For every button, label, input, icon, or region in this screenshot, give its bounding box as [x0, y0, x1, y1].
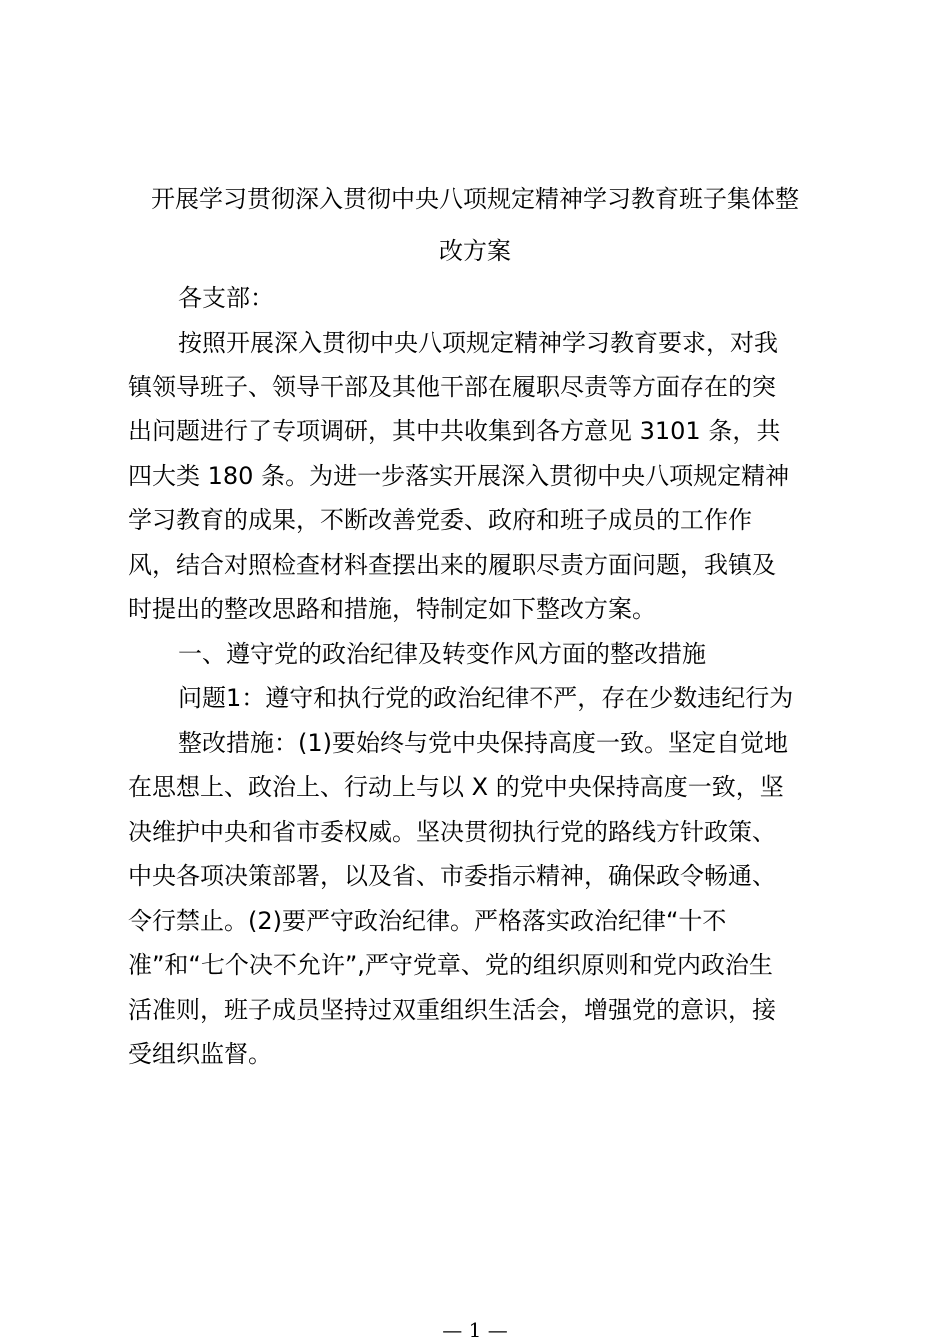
measures-line: 受组织监督。 — [128, 1040, 272, 1068]
paragraph-line: 学习教育的成果，不断改善党委、政府和班子成员的工作作 — [128, 506, 752, 534]
page-number: — 1 — — [442, 1318, 508, 1342]
problem-line: 问题1：遵守和执行党的政治纪律不严，存在少数违纪行为 — [178, 684, 794, 712]
measures-line: 准”和“七个决不允许”,严守党章、党的组织原则和党内政治生 — [128, 951, 773, 979]
measures-line: 中央各项决策部署，以及省、市委指示精神，确保政令畅通、 — [128, 862, 776, 890]
measures-line: 活准则，班子成员坚持过双重组织生活会，增强党的意识，接 — [128, 996, 776, 1024]
salutation: 各支部： — [178, 284, 274, 312]
paragraph-line: 按照开展深入贯彻中央八项规定精神学习教育要求，对我 — [178, 329, 778, 357]
measures-line: 整改措施：(1)要始终与党中央保持高度一致。坚定自觉地 — [178, 729, 788, 757]
paragraph-line: 镇领导班子、领导干部及其他干部在履职尽责等方面存在的突 — [128, 373, 776, 401]
document-title-line-2: 改方案 — [439, 237, 511, 265]
document-title-line-1: 开展学习贯彻深入贯彻中央八项规定精神学习教育班子集体整 — [151, 185, 799, 213]
measures-line: 在思想上、政治上、行动上与以 X 的党中央保持高度一致，坚 — [128, 773, 784, 801]
paragraph-line: 风，结合对照检查材料查摆出来的履职尽责方面问题，我镇及 — [128, 551, 776, 579]
paragraph-line: 四大类 180 条。为进一步落实开展深入贯彻中央八项规定精神 — [128, 462, 790, 490]
paragraph-line: 时提出的整改思路和措施，特制定如下整改方案。 — [128, 595, 656, 623]
section-heading: 一、遵守党的政治纪律及转变作风方面的整改措施 — [178, 640, 706, 668]
paragraph-line: 出问题进行了专项调研，其中共收集到各方意见 3101 条，共 — [128, 417, 781, 445]
measures-line: 令行禁止。(2)要严守政治纪律。严格落实政治纪律“十不 — [128, 907, 727, 935]
measures-line: 决维护中央和省市委权威。坚决贯彻执行党的路线方针政策、 — [128, 818, 776, 846]
